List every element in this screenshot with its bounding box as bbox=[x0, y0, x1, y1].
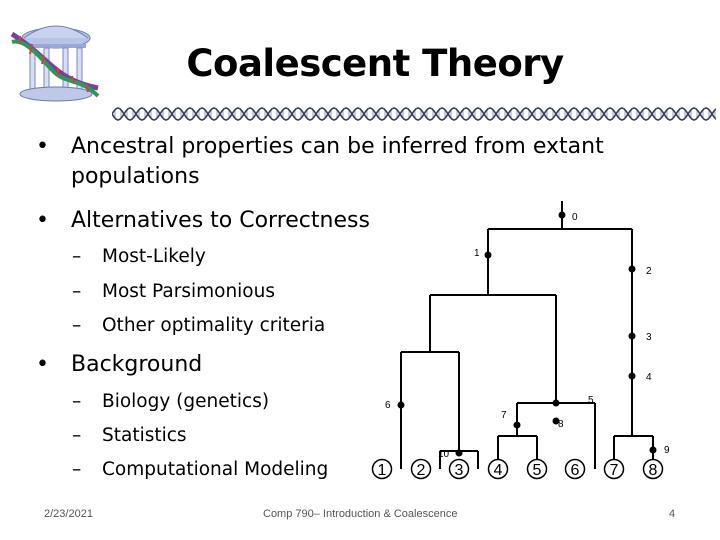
event-marker bbox=[629, 266, 636, 273]
footer-course: Comp 790– Introduction & Coalescence bbox=[263, 508, 458, 520]
event-marker bbox=[629, 373, 636, 380]
sub-bullet-marker: – bbox=[72, 459, 82, 480]
svg-text:7: 7 bbox=[609, 462, 619, 479]
footer-date: 2/23/2021 bbox=[44, 508, 93, 520]
event-label: 5 bbox=[588, 395, 594, 406]
bullet-text: Alternatives to Correctness bbox=[71, 208, 370, 233]
old-well-dna-logo-icon bbox=[8, 14, 104, 106]
svg-text:5: 5 bbox=[532, 462, 542, 479]
event-labels bbox=[385, 212, 670, 460]
event-label: 8 bbox=[558, 419, 564, 430]
bullet-marker: • bbox=[36, 134, 49, 159]
event-label: 10 bbox=[438, 449, 450, 460]
sub-bullet-marker: – bbox=[72, 246, 82, 267]
event-marker bbox=[650, 447, 657, 454]
leaf-nodes bbox=[373, 460, 663, 480]
event-label: 9 bbox=[664, 445, 670, 456]
leaf-node bbox=[605, 460, 624, 480]
svg-text:2: 2 bbox=[416, 462, 426, 479]
leaf-node bbox=[450, 460, 469, 480]
leaf-node bbox=[412, 460, 431, 480]
leaf-node bbox=[489, 460, 508, 480]
sub-bullet-marker: – bbox=[72, 281, 82, 302]
event-label: 0 bbox=[572, 212, 578, 223]
event-marker bbox=[485, 252, 492, 259]
svg-text:3: 3 bbox=[454, 462, 464, 479]
svg-text:1: 1 bbox=[377, 462, 387, 479]
bullet-marker: • bbox=[36, 352, 49, 377]
leaf-node bbox=[528, 460, 547, 480]
event-label: 7 bbox=[501, 410, 507, 421]
event-label: 3 bbox=[646, 332, 652, 343]
event-label: 6 bbox=[385, 400, 391, 411]
leaf-node bbox=[566, 460, 585, 480]
dna-strand-divider-icon bbox=[112, 104, 716, 124]
leaf-node bbox=[644, 460, 663, 480]
bullet-text: Background bbox=[71, 352, 203, 377]
coalescent-tree-diagram bbox=[360, 195, 680, 490]
sub-bullet-text: Biology (genetics) bbox=[102, 391, 270, 412]
event-marker bbox=[629, 333, 636, 340]
event-label: 4 bbox=[646, 372, 652, 383]
sub-bullet-text: Most Parsimonious bbox=[102, 281, 275, 302]
sub-bullet-text: Other optimality criteria bbox=[102, 315, 326, 336]
event-label: 2 bbox=[646, 266, 652, 277]
bullet-marker: • bbox=[36, 208, 49, 233]
slide-title: Coalescent Theory bbox=[186, 42, 564, 85]
event-marker bbox=[559, 212, 566, 219]
leaf-node bbox=[373, 460, 392, 480]
event-marker bbox=[514, 422, 521, 429]
svg-text:4: 4 bbox=[493, 462, 503, 479]
tree-branches bbox=[401, 201, 653, 469]
svg-text:8: 8 bbox=[648, 462, 658, 479]
event-label: 1 bbox=[474, 248, 480, 259]
bullet-text: Ancestral properties can be inferred from extant populations bbox=[71, 134, 604, 189]
svg-text:6: 6 bbox=[570, 462, 580, 479]
sub-bullet-marker: – bbox=[72, 425, 82, 446]
sub-bullet-marker: – bbox=[72, 391, 82, 412]
event-marker bbox=[553, 400, 560, 407]
event-marker bbox=[456, 450, 463, 457]
sub-bullet-marker: – bbox=[72, 315, 82, 336]
sub-bullet-text: Statistics bbox=[102, 425, 187, 446]
sub-bullet-text: Most-Likely bbox=[102, 246, 206, 267]
event-markers bbox=[398, 212, 657, 457]
event-marker bbox=[398, 402, 405, 409]
footer-page-number: 4 bbox=[669, 508, 676, 520]
sub-bullet-text: Computational Modeling bbox=[102, 459, 329, 480]
